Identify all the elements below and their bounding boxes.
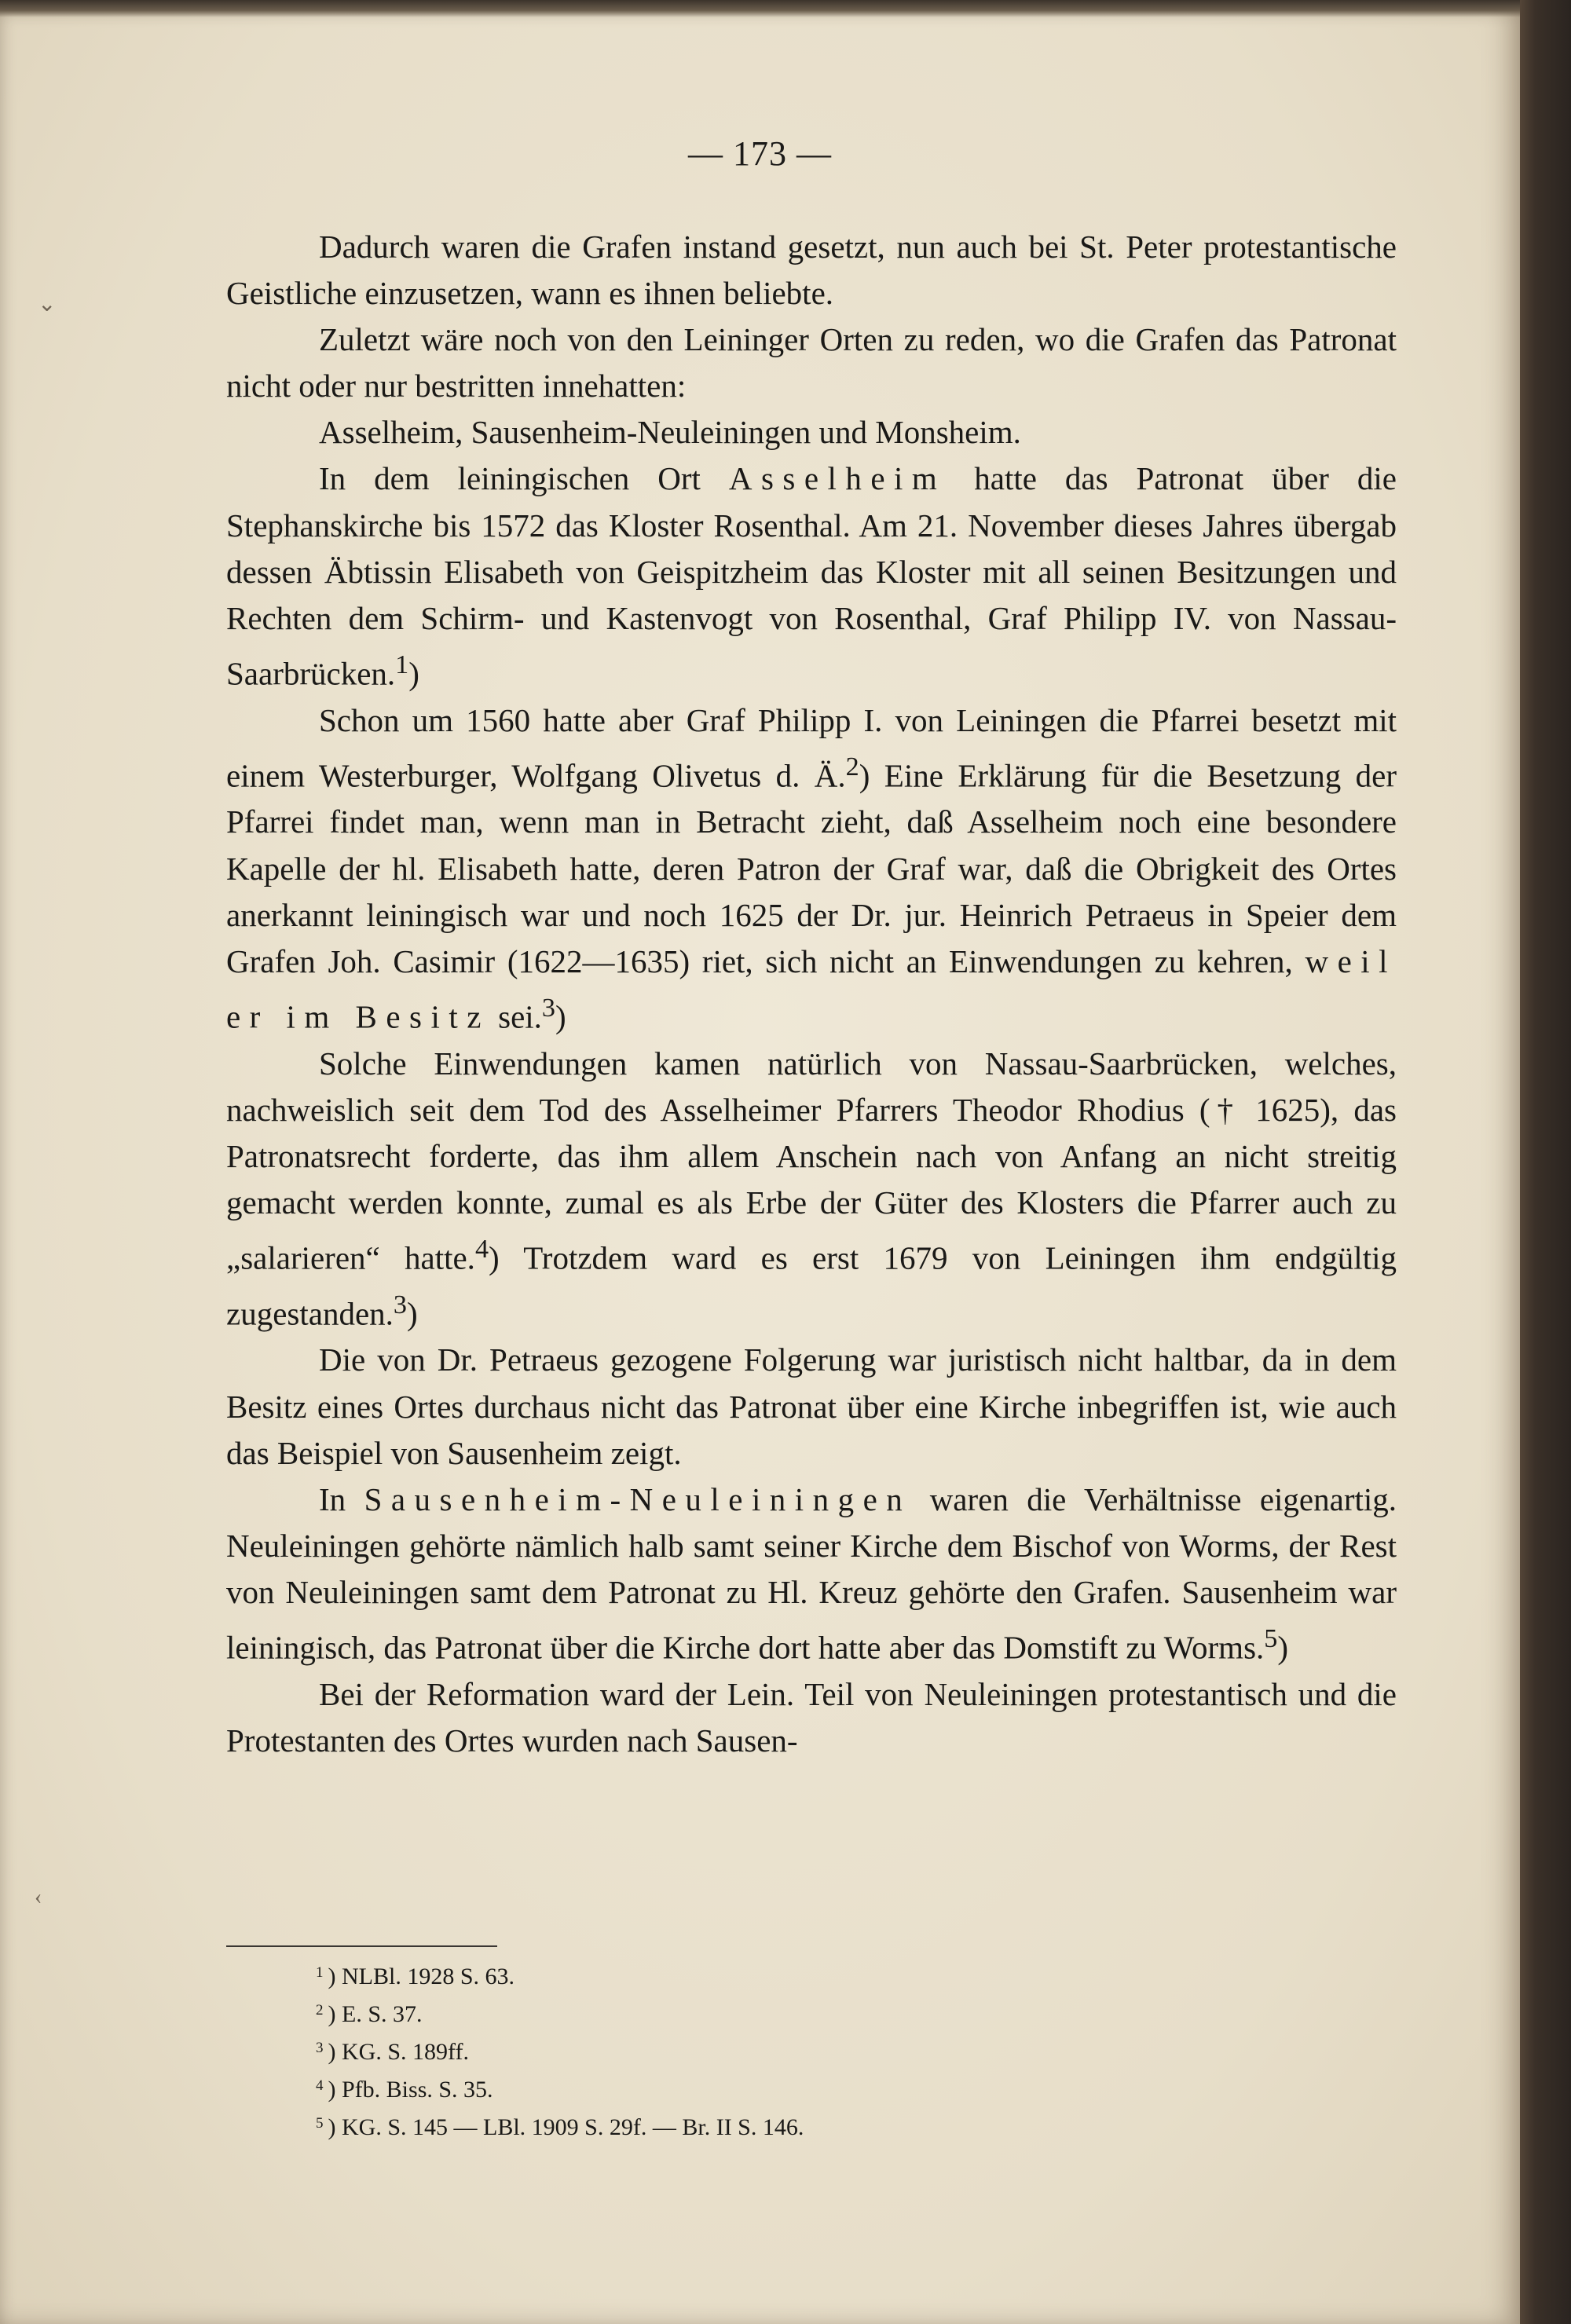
book-binding xyxy=(1516,0,1571,2324)
text-run: waren die Verhältnisse eigenartig. Neuleiningen gehörte nämlich halb samt seiner Kirche dem Bischof von Worms, der Rest von Neuleiningen samt dem Patronat zu Hl. Kreuz gehörte den Grafen. Sausenheim war leiningisch, das Patronat über die Kirche dort hatte aber das Domstift zu Worms. xyxy=(226,1480,1397,1666)
footnote xyxy=(316,2031,1258,2069)
footnote-text: KG. S. 145 — LBl. 1909 S. 29f. — Br. II S. 146. xyxy=(342,2114,804,2140)
paragraph-8 xyxy=(226,1477,1397,1671)
text-run: In dem leiningischen Ort xyxy=(319,460,729,497)
paragraph-1 xyxy=(226,224,1397,317)
footnote-ref: 3 xyxy=(541,993,555,1023)
paragraph-5 xyxy=(226,697,1397,1041)
text-run: Schon um 1560 hatte aber Graf Philipp I. von Leiningen die Pfarrei besetzt mit einem Westerburger, Wolfgang Olivetus d. Ä. xyxy=(226,701,1397,794)
footnotes xyxy=(316,1956,1258,2144)
footnote-text: E. S. 37. xyxy=(342,2001,423,2027)
footnote xyxy=(316,1956,1258,1993)
footnote-mark-close: ) xyxy=(328,2039,336,2065)
footnote-mark: 1 xyxy=(316,1964,324,1981)
footnote xyxy=(316,2106,1258,2144)
footnote-text: NLBl. 1928 S. 63. xyxy=(342,1964,515,1989)
text-run: Solche Einwendungen kamen natürlich von Nassau-Saarbrücken, welches, nachweislich seit dem Tod des Asselheimer Pfarrers Theodor Rhodius († 1625), das Patronatsrecht forderte, das ihm allem Anschein nach von Anfang an nicht streitig gemacht werden konnte, zumal es als Erbe der Güter des Klosters die Pfarrer auch zu „salarieren“ hatte. xyxy=(226,1045,1397,1276)
paragraph-2 xyxy=(226,317,1397,409)
footnote-mark-close: ) xyxy=(328,2114,336,2140)
spaced-place-name: Sausenheim-Neuleiningen xyxy=(364,1480,912,1517)
text-run: In xyxy=(319,1480,364,1517)
footnote-text: Pfb. Biss. S. 35. xyxy=(342,2077,493,2103)
text-run: ) xyxy=(408,655,419,692)
paragraph-4 xyxy=(226,456,1397,697)
footnote-ref: 1 xyxy=(395,650,409,679)
text-run: ) xyxy=(1277,1629,1289,1666)
footnote-mark-close: ) xyxy=(328,2077,336,2103)
text-run: hatte das Patronat über die Stephanskirche bis 1572 das Kloster Rosenthal. Am 21. November dieses Jahres übergab dessen Äbtissin Elisabeth von Geispitzheim das Kloster mit all seinen Besitzungen und Rechten dem Schirm- und Kastenvogt von Rosenthal, Graf Philipp IV. von Nassau-Saarbrücken. xyxy=(226,460,1397,692)
footnote-ref: 4 xyxy=(474,1234,489,1264)
text-run: Dadurch waren die Grafen instand gesetzt, nun auch bei St. Peter protestantische Geistliche einzusetzen, wann es ihnen beliebte. xyxy=(226,229,1397,312)
footnote-mark-close: ) xyxy=(328,1964,336,1989)
footnote-mark: 3 xyxy=(316,2040,324,2056)
footnote-text: KG. S. 189ff. xyxy=(342,2039,469,2065)
text-run: ) xyxy=(555,998,566,1035)
footnote-mark: 4 xyxy=(316,2077,324,2094)
paragraph-9 xyxy=(226,1671,1397,1764)
footnote-mark-close: ) xyxy=(328,2001,336,2027)
footnote-divider xyxy=(226,1945,497,1947)
spaced-place-name: Asselheim xyxy=(728,460,947,497)
text-run: ) Trotzdem ward es erst 1679 von Leiningen ihm endgültig zugestanden. xyxy=(226,1239,1397,1332)
text-run: ) Eine Erklärung für die Besetzung der Pfarrei findet man, wenn man in Betracht zieht, daß Asselheim noch eine besondere Kapelle der hl. Elisabeth hatte, deren Patron der Graf war, daß die Obrigkeit des Ortes anerkannt leiningisch war und noch 1625 der Dr. jur. Heinrich Petraeus in Speier dem Grafen Joh. Casimir (1622—1635) riet, sich nicht an Einwendungen zu kehren, xyxy=(226,757,1397,979)
text-run: Bei der Reformation ward der Lein. Teil von Neuleiningen protestantisch und die Protestanten des Ortes wurden nach Sausen- xyxy=(226,1675,1397,1759)
text-run: ) xyxy=(406,1295,418,1332)
body-text xyxy=(226,224,1397,1764)
footnote-ref: 3 xyxy=(393,1290,407,1319)
text-run: sei. xyxy=(489,998,542,1035)
text-run: Asselheim, Sausenheim-Neuleiningen und Monsheim. xyxy=(319,414,1021,451)
margin-mark-icon: ‹ xyxy=(35,1885,42,1909)
footnote-mark: 2 xyxy=(316,2002,324,2018)
page-number: — 173 — xyxy=(688,134,832,173)
footnote xyxy=(316,1993,1258,2031)
text-run: Zuletzt wäre noch von den Leininger Orten zu reden, wo die Grafen das Patronat nicht oder nur bestritten innehatten: xyxy=(226,321,1397,404)
paragraph-7 xyxy=(226,1337,1397,1476)
page-top-edge xyxy=(0,0,1520,17)
paragraph-6 xyxy=(226,1041,1397,1338)
margin-mark-icon: ⌄ xyxy=(38,292,57,317)
text-run: Die von Dr. Petraeus gezogene Folgerung war juristisch nicht haltbar, da in dem Besitz eines Ortes durchaus nicht das Patronat über eine Kirche inbegriffen ist, wie auch das Beispiel von Sausenheim zeigt. xyxy=(226,1341,1397,1471)
paragraph-3 xyxy=(226,409,1397,456)
footnote-ref: 5 xyxy=(1264,1624,1278,1653)
footnote-ref: 2 xyxy=(845,752,859,781)
footnote-mark: 5 xyxy=(316,2115,324,2132)
footnote xyxy=(316,2069,1258,2106)
spaced-emphasis: weil er im Besitz xyxy=(226,942,1397,1035)
